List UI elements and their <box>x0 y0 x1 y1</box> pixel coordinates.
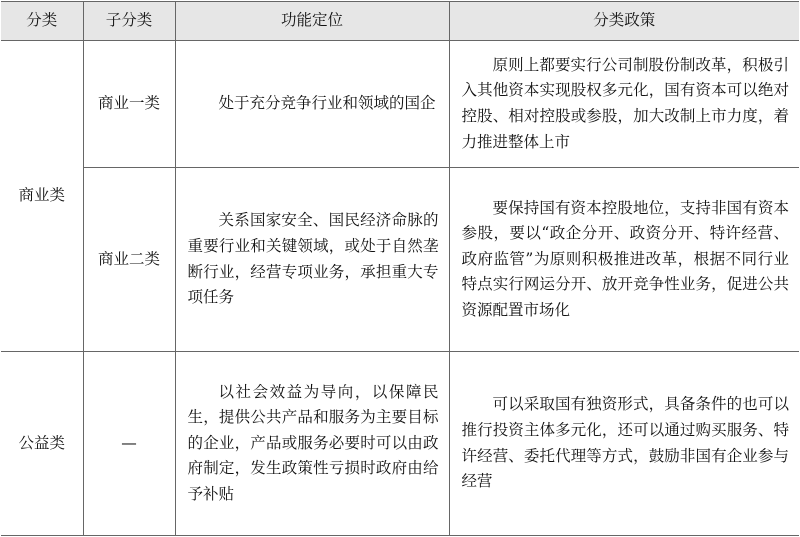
category-commercial: 商业类 <box>1 41 83 352</box>
policy-text: 要保持国有资本控股地位，支持非国有资本参股，要以“政企分开、政资分开、特许经营、政府监管”为原则积极推进改革，根据不同行业特点实行网运分开、放开竞争性业务，促进公共资源配置市场化 <box>461 198 789 319</box>
function-text: 处于充分竞争行业和领域的国企 <box>218 94 436 113</box>
subcategory-cell: — <box>83 352 175 536</box>
function-cell <box>175 41 449 168</box>
subcategory-cell: 商业一类 <box>83 41 175 168</box>
function-cell <box>175 352 449 536</box>
category-public-welfare: 公益类 <box>1 352 83 536</box>
table-row <box>1 352 799 536</box>
table-row <box>1 41 799 168</box>
function-text: 关系国家安全、国民经济命脉的重要行业和关键领域，或处于自然垄断行业，经营专项业务，承担重大专项任务 <box>187 211 439 307</box>
function-text: 以社会效益为导向，以保障民生，提供公共产品和服务为主要目标的企业，产品或服务必要时可以由政府制定，发生政策性亏损时政府由给予补贴 <box>187 382 439 503</box>
header-subcategory: 子分类 <box>83 2 175 41</box>
policy-text: 可以采取国有独资形式，具备条件的也可以推行投资主体多元化，还可以通过购买服务、特许经营、委托代理等方式，鼓励非国有企业参与经营 <box>461 395 789 491</box>
policy-table-container <box>1 1 799 536</box>
header-function: 功能定位 <box>175 2 449 41</box>
header-row <box>1 2 799 41</box>
table-row <box>1 168 799 352</box>
header-policy: 分类政策 <box>449 2 799 41</box>
classification-table <box>1 1 799 536</box>
policy-text: 原则上都要实行公司制股份制改革，积极引入其他资本实现股权多元化，国有资本可以绝对控股、相对控股或参股，加大改制上市力度，着力推进整体上市 <box>461 55 789 151</box>
policy-cell <box>449 168 799 352</box>
function-cell <box>175 168 449 352</box>
subcategory-cell: 商业二类 <box>83 168 175 352</box>
header-category: 分类 <box>1 2 83 41</box>
policy-cell <box>449 352 799 536</box>
policy-cell <box>449 41 799 168</box>
